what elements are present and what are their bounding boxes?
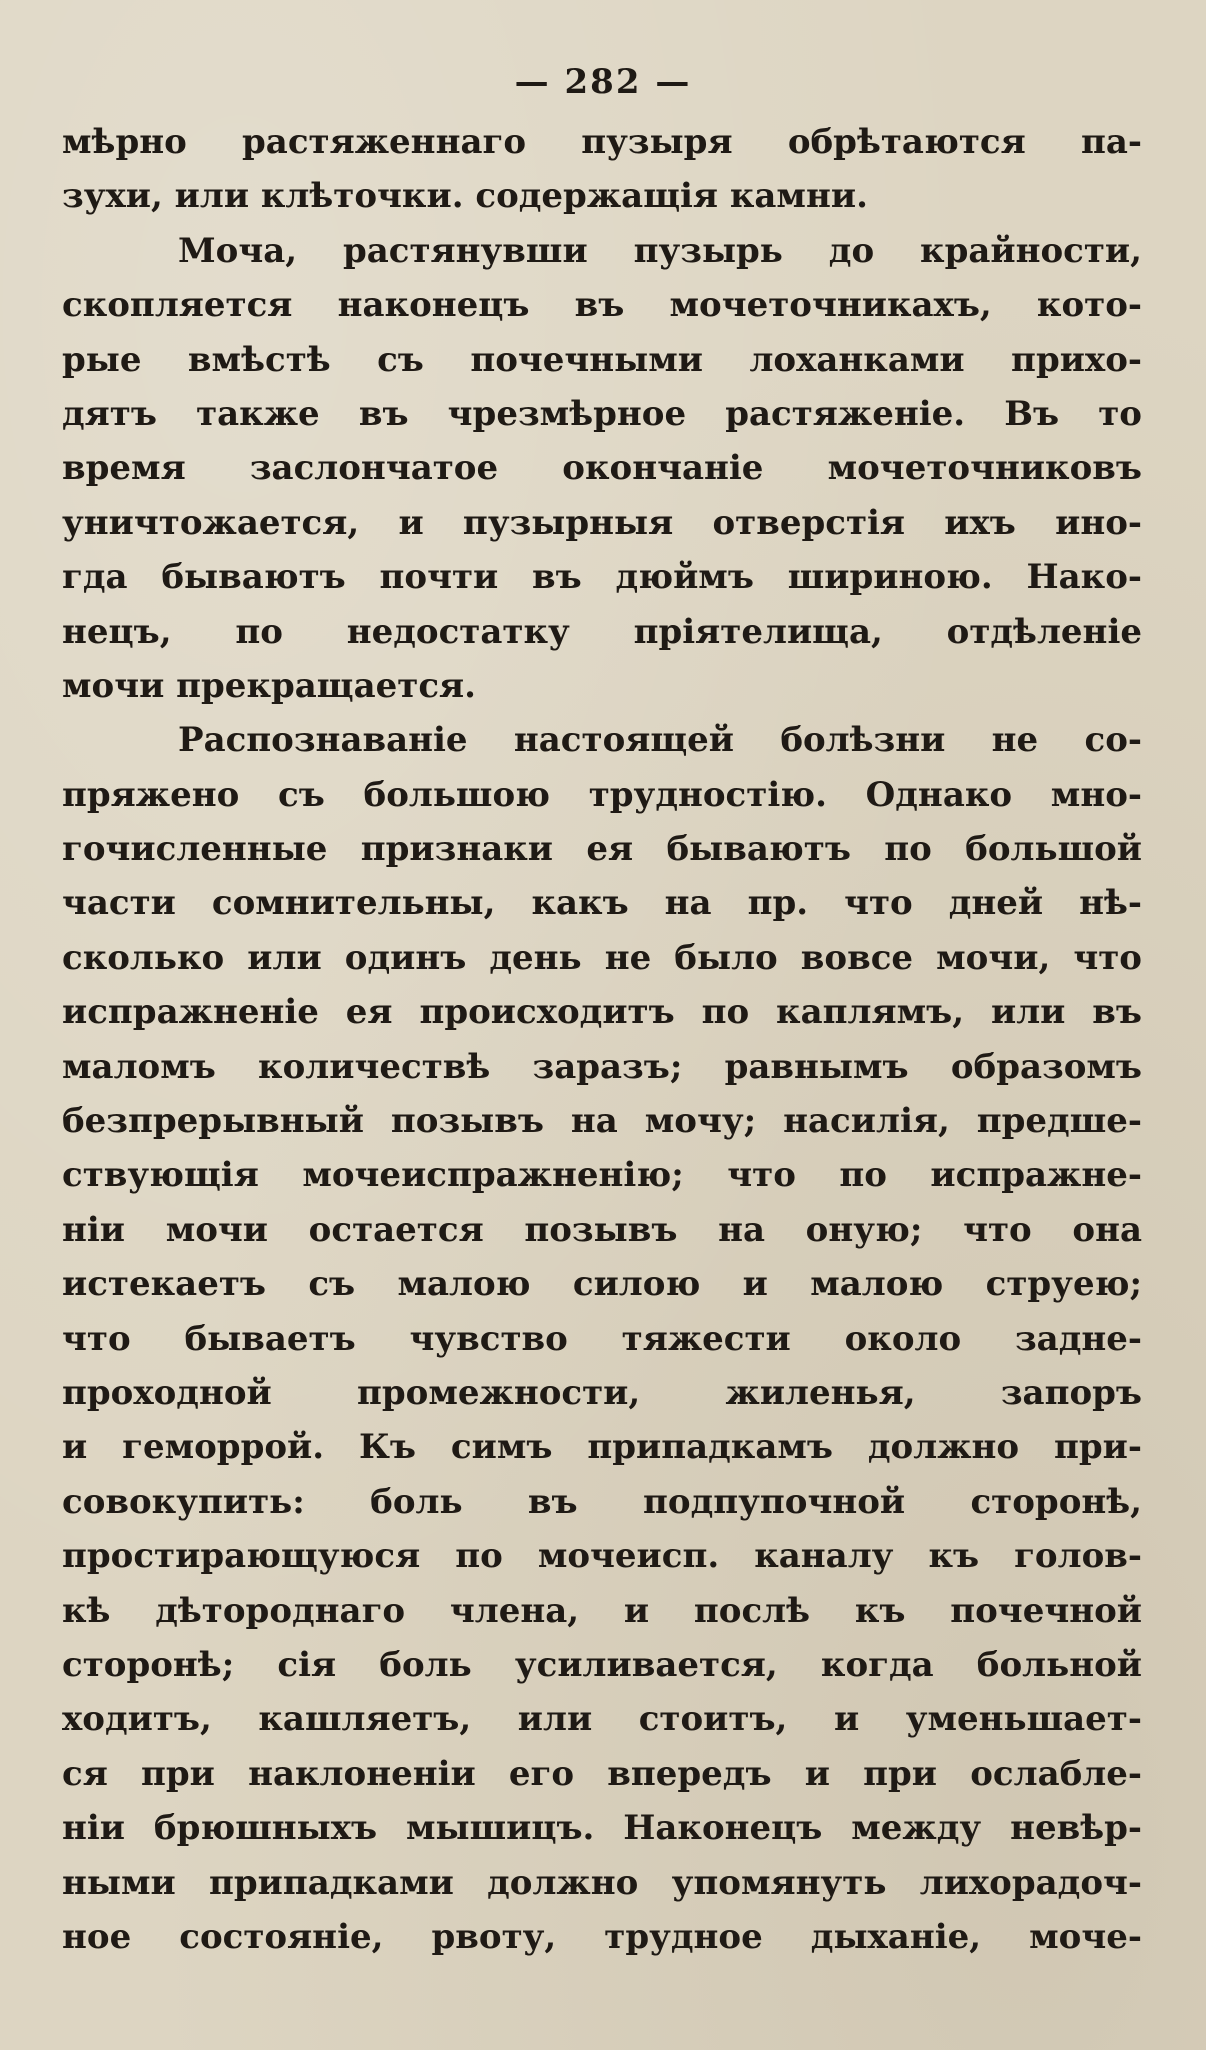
text-line: совокупить: боль въ подпупочной сторонѣ, — [62, 1481, 1142, 1522]
text-line: ся при наклоненіи его впередъ и при ослабле- — [62, 1753, 1142, 1794]
text-line: мочи прекращается. — [62, 665, 476, 706]
text-line: сторонѣ; сія боль усиливается, когда больной — [62, 1644, 1142, 1685]
text-line: и геморрой. Къ симъ припадкамъ должно при- — [62, 1427, 1142, 1468]
text-line: дятъ также въ чрезмѣрное растяженіе. Въ то — [62, 393, 1142, 434]
text-line: Моча, растянувши пузырь до крайности, — [178, 230, 1142, 271]
text-line: кѣ дѣтороднаго члена, и послѣ къ почечной — [62, 1590, 1142, 1631]
text-line: ходитъ, кашляетъ, или стоитъ, и уменьшает- — [62, 1699, 1142, 1740]
text-line: ными припадками должно упомянуть лихорадоч- — [62, 1862, 1142, 1903]
text-line: уничтожается, и пузырныя отверстія ихъ ино- — [62, 502, 1142, 543]
text-line: что бываетъ чувство тяжести около задне- — [62, 1318, 1142, 1359]
text-line: рые вмѣстѣ съ почечными лоханками прихо- — [62, 339, 1142, 380]
page-number: — 282 — — [514, 62, 692, 102]
text-line: ніи брюшныхъ мышицъ. Наконецъ между невѣр- — [62, 1808, 1142, 1849]
text-line: ное состояніе, рвоту, трудное дыханіе, моче- — [62, 1916, 1142, 1957]
text-line: проходной промежности, жиленья, запоръ — [62, 1372, 1142, 1413]
text-line: нецъ, по недостатку пріятелища, отдѣленіе — [62, 611, 1142, 652]
text-line: мѣрно растяженнаго пузыря обрѣтаются па- — [62, 122, 1142, 162]
text-line: маломъ количествѣ заразъ; равнымъ образомъ — [62, 1046, 1142, 1087]
text-line: время заслончатое окончаніе мочеточниковъ — [62, 448, 1142, 489]
text-line: гда бываютъ почти въ дюймъ шириною. Нако- — [62, 557, 1142, 598]
text-line: простирающуюся по мочеисп. каналу къ голов- — [62, 1536, 1142, 1577]
text-line: безпрерывный позывъ на мочу; насилія, предше- — [62, 1101, 1142, 1142]
body-text — [62, 115, 1142, 1964]
text-line: скопляется наконецъ въ мочеточникахъ, кото- — [62, 285, 1142, 326]
text-line: сколько или одинъ день не было вовсе мочи, что — [62, 937, 1142, 978]
text-line: ніи мочи остается позывъ на оную; что она — [62, 1209, 1142, 1250]
text-line: части сомнительны, какъ на пр. что дней нѣ- — [62, 883, 1142, 924]
text-line: зухи, или клѣточки. содержащія камни. — [62, 176, 868, 217]
text-line: истекаетъ съ малою силою и малою струею; — [62, 1264, 1142, 1305]
text-line: ствующія мочеиспражненію; что по испражне- — [62, 1155, 1142, 1196]
text-line: пряжено съ большою трудностію. Однако мно- — [62, 774, 1142, 815]
text-line: гочисленные признаки ея бываютъ по большой — [62, 829, 1142, 870]
text-line: испражненіе ея происходитъ по каплямъ, или въ — [62, 992, 1142, 1033]
text-line: Распознаваніе настоящей болѣзни не со- — [178, 720, 1142, 761]
